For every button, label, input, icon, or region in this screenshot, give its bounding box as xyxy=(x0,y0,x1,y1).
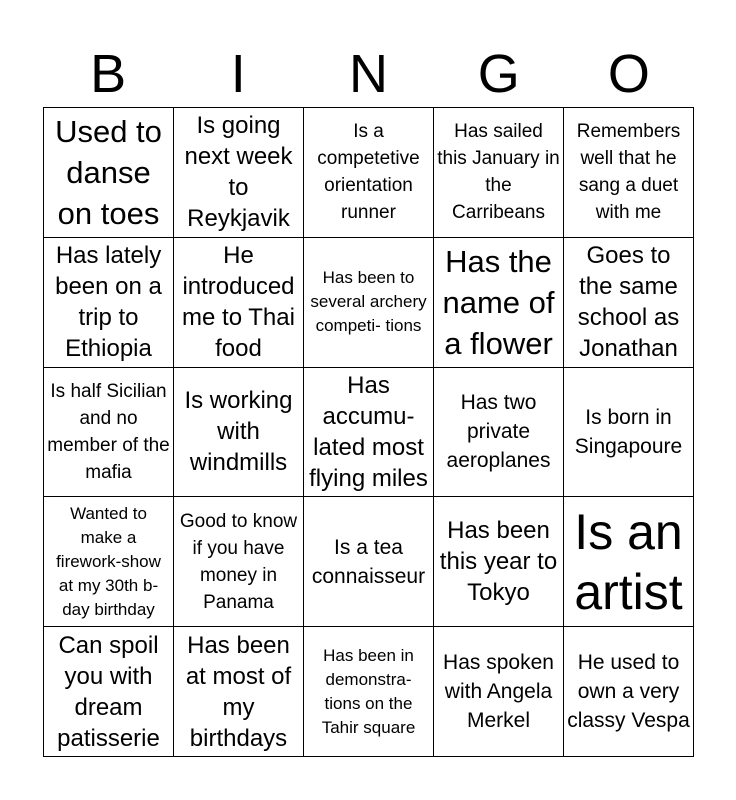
cell-text: Goes to the same school as Jonathan xyxy=(577,242,680,363)
cell-text: Is going next week to Reykjavik xyxy=(184,112,293,233)
bingo-cell[interactable] xyxy=(44,368,174,498)
cell-text: Has been to several archery competi- tions xyxy=(310,268,427,336)
bingo-cell[interactable] xyxy=(304,238,434,368)
cell-text: Has accumu- lated most flying miles xyxy=(309,371,428,492)
bingo-cell[interactable] xyxy=(304,497,434,627)
cell-text: Wanted to make a firework-show at my 30th b-day birthday xyxy=(56,503,161,619)
cell-text: Is an artist xyxy=(574,503,683,620)
bingo-cell[interactable] xyxy=(44,497,174,627)
cell-text: Is half Sicilian and no member of the mafia xyxy=(47,380,170,483)
cell-text: Is born in Singapoure xyxy=(574,405,683,458)
bingo-cell[interactable] xyxy=(174,368,304,498)
bingo-cell[interactable] xyxy=(434,627,564,757)
cell-text: Has been in demonstra- tions on the Tahir square xyxy=(321,645,416,737)
bingo-cell[interactable] xyxy=(434,108,564,238)
bingo-cell[interactable] xyxy=(304,368,434,498)
cell-text: Has been this year to Tokyo xyxy=(439,517,558,607)
header-letter-b: B xyxy=(90,44,127,104)
cell-text: Is a competetive orientation runner xyxy=(317,121,420,224)
bingo-cell[interactable] xyxy=(564,368,694,498)
bingo-cell[interactable] xyxy=(434,368,564,498)
bingo-cell[interactable] xyxy=(564,108,694,238)
cell-text: Is a tea connaisseur xyxy=(311,535,426,588)
cell-text: Has the name of a flower xyxy=(442,243,555,361)
bingo-cell[interactable] xyxy=(174,497,304,627)
bingo-cell[interactable] xyxy=(174,627,304,757)
cell-text: Has spoken with Angela Merkel xyxy=(443,651,554,733)
cell-text: Can spoil you with dream patisserie xyxy=(57,631,160,752)
bingo-cell[interactable] xyxy=(44,108,174,238)
header-letter-o: O xyxy=(607,44,650,104)
bingo-cell[interactable] xyxy=(564,627,694,757)
bingo-cell[interactable] xyxy=(434,497,564,627)
bingo-cell[interactable] xyxy=(564,238,694,368)
cell-text: Used to danse on toes xyxy=(55,113,162,231)
header-letter-n: N xyxy=(349,44,388,104)
bingo-cell[interactable] xyxy=(44,238,174,368)
cell-text: Good to know if you have money in Panama xyxy=(179,510,298,613)
header-letter-i: I xyxy=(230,44,246,104)
bingo-cell[interactable] xyxy=(174,238,304,368)
bingo-header xyxy=(43,40,694,108)
bingo-cell[interactable] xyxy=(434,238,564,368)
cell-text: Is working with windmills xyxy=(184,387,293,477)
cell-text: Has lately been on a trip to Ethiopia xyxy=(55,242,162,363)
cell-text: Has two private aeroplanes xyxy=(446,391,551,473)
bingo-cell[interactable] xyxy=(304,108,434,238)
bingo-cell[interactable] xyxy=(174,108,304,238)
cell-text: Has been at most of my birthdays xyxy=(185,631,292,752)
bingo-cell[interactable] xyxy=(44,627,174,757)
cell-text: He introduced me to Thai food xyxy=(182,242,295,363)
bingo-cell[interactable] xyxy=(304,627,434,757)
cell-text: He used to own a very classy Vespa xyxy=(567,651,690,733)
cell-text: Has sailed this January in the Carribeans xyxy=(437,121,560,224)
bingo-cell[interactable] xyxy=(564,497,694,627)
header-letter-g: G xyxy=(477,44,520,104)
bingo-grid xyxy=(43,107,694,757)
cell-text: Remembers well that he sang a duet with me xyxy=(576,121,681,224)
